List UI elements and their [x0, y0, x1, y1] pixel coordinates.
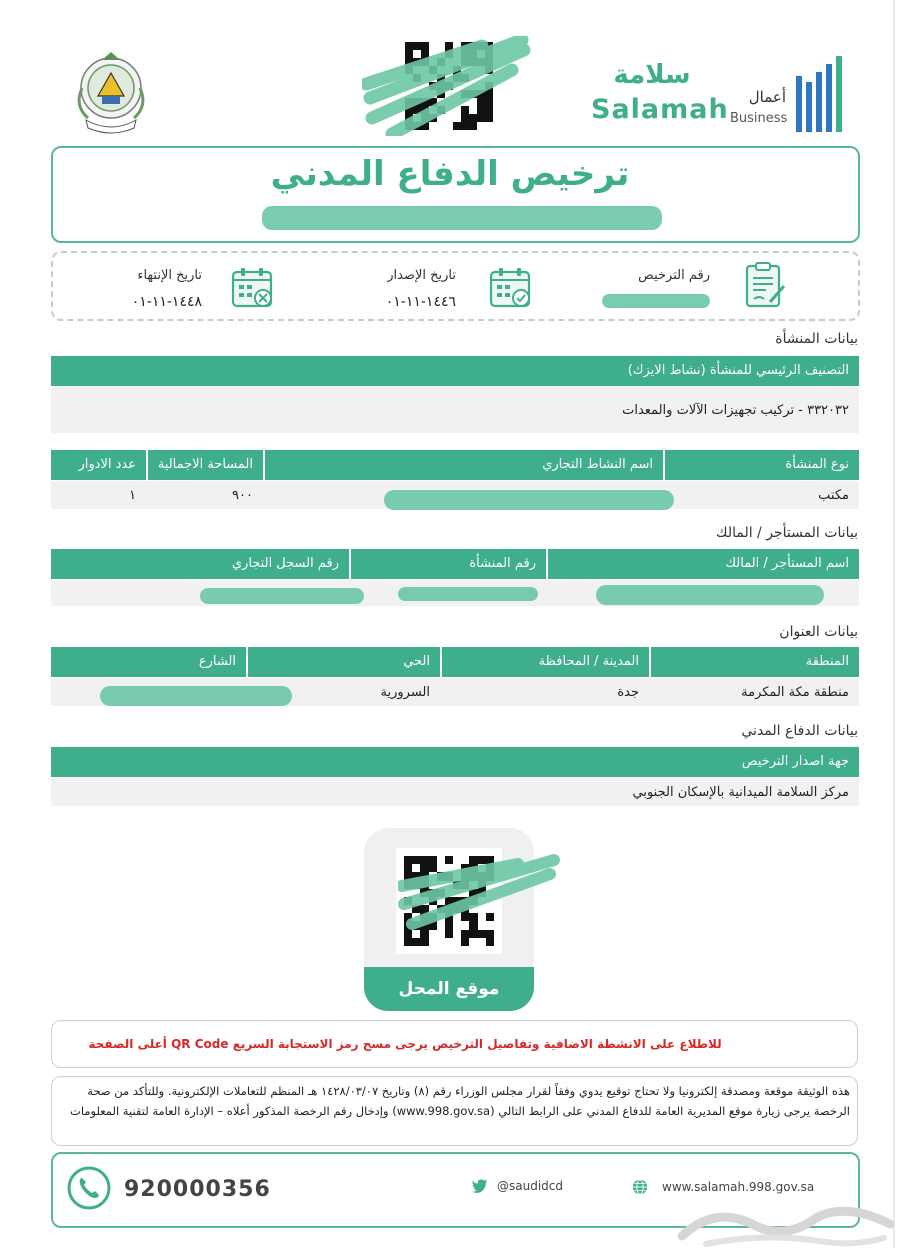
- expiry-date-value: ١٤٤٨-١١-٠١: [131, 294, 202, 310]
- cr-number-header: رقم السجل التجاري: [231, 556, 339, 571]
- location-button[interactable]: موقع المحل: [364, 967, 534, 1011]
- qr-note: للاطلاع على الانشطة الاضافية وتفاصيل الترخيص يرجى مسح رمز الاستجابة السريع QR Code أعلى الصفحة: [88, 1037, 722, 1051]
- street-header: الشارع: [198, 654, 236, 669]
- calendar-check-icon: [488, 265, 532, 309]
- main-class-header: [51, 356, 859, 386]
- globe-icon: [632, 1179, 648, 1195]
- facility-number-header: رقم المنشأة: [349, 549, 546, 579]
- calendar-x-icon: [230, 265, 274, 309]
- disclaimer-text: هذه الوثيقة موقعة ومصدقة إلكترونيا ولا تحتاج توقيع يدوي وفقاً لقرار مجلس الوزراء رقم (٨) وتاريخ ١٤٢٨/٠٣/٠٧ هـ المنظم للتعاملات الإلكترونية. وللتأكد من صحة الرخصة يرجى زيارة موقع المديرية العامة للدفاع المدني على الرابط التالي (www.998.gov.sa) وإدخال رقم الرخصة المذكور أعلاه – الإدارة العامة لتقنية المعلومات: [70, 1084, 850, 1118]
- civil-defense-emblem-icon: [66, 46, 156, 134]
- redacted-owner: [596, 585, 824, 605]
- redacted-commercial-name: [384, 490, 674, 510]
- issuer-header: [51, 747, 859, 777]
- main-class-value: ٣٣٢٠٣٢ - تركيب تجهيزات الآلات والمعدات: [622, 402, 849, 418]
- twitter-icon: [472, 1179, 488, 1193]
- facility-section-title: بيانات المنشأة: [775, 331, 858, 347]
- redacted-facility-number: [398, 587, 538, 601]
- district-header: الحي: [246, 647, 440, 677]
- total-area-value: ٩٠٠: [232, 487, 253, 503]
- license-document-icon: [740, 262, 788, 310]
- main-class-row: [51, 387, 859, 433]
- watermark-logo: [676, 1196, 896, 1250]
- issuer-value: مركز السلامة الميدانية بالإسكان الجنوبي: [632, 784, 849, 800]
- website-link[interactable]: www.salamah.998.gov.sa: [662, 1180, 815, 1194]
- redacted-street: [100, 686, 292, 706]
- brand-en: Salamah: [591, 94, 729, 125]
- redacted-cr-number: [200, 588, 364, 604]
- redaction-scribble: [362, 36, 532, 136]
- civil-defense-section-title: بيانات الدفاع المدني: [741, 723, 858, 739]
- floors-value: ١: [129, 487, 136, 503]
- issuer-row: [51, 778, 859, 806]
- facility-type-value: مكتب: [818, 487, 849, 503]
- redacted-owner-name: [262, 206, 662, 230]
- city-value: جدة: [617, 684, 639, 700]
- owner-name-header: اسم المستأجر / المالك: [546, 549, 859, 579]
- owner-table-header: [51, 549, 859, 579]
- license-info-box: [51, 251, 860, 321]
- total-area-header: المساحة الاجمالية: [146, 450, 263, 480]
- page-title: ترخيص الدفاع المدني: [270, 154, 630, 194]
- license-number-label: رقم الترخيص: [638, 268, 710, 283]
- district-value: السرورية: [380, 684, 430, 700]
- expiry-date-label: تاريخ الإنتهاء: [137, 268, 202, 283]
- facility-type-header: نوع المنشأة: [663, 450, 859, 480]
- brand-ar: سلامة: [613, 60, 691, 90]
- phone-number[interactable]: 920000356: [124, 1177, 271, 1202]
- region-header: المنطقة: [649, 647, 859, 677]
- issue-date-value: ١٤٤٦-١١-٠١: [385, 294, 456, 310]
- region-value: منطقة مكة المكرمة: [741, 684, 849, 700]
- owner-section-title: بيانات المستأجر / المالك: [716, 525, 858, 541]
- main-class-label: التصنيف الرئيسي للمنشأة (نشاط الايزك): [627, 363, 849, 378]
- commercial-name-header: اسم النشاط التجاري: [263, 450, 663, 480]
- absher-logo-icon: [792, 52, 850, 136]
- floors-header: عدد الادوار: [78, 457, 136, 472]
- issuer-label: جهة اصدار الترخيص: [741, 754, 849, 769]
- phone-icon: [66, 1165, 112, 1211]
- city-header: المدينة / المحافظة: [440, 647, 649, 677]
- absher-ar: أعمال: [748, 88, 786, 106]
- twitter-handle[interactable]: @saudidcd: [497, 1179, 563, 1193]
- redacted-license-number: [602, 294, 710, 308]
- absher-en: Business: [730, 111, 788, 126]
- facility-table-header: [51, 450, 859, 480]
- address-table-header: [51, 647, 859, 677]
- address-section-title: بيانات العنوان: [779, 624, 858, 640]
- issue-date-label: تاريخ الإصدار: [387, 268, 456, 283]
- redaction-scribble-2: [398, 852, 560, 932]
